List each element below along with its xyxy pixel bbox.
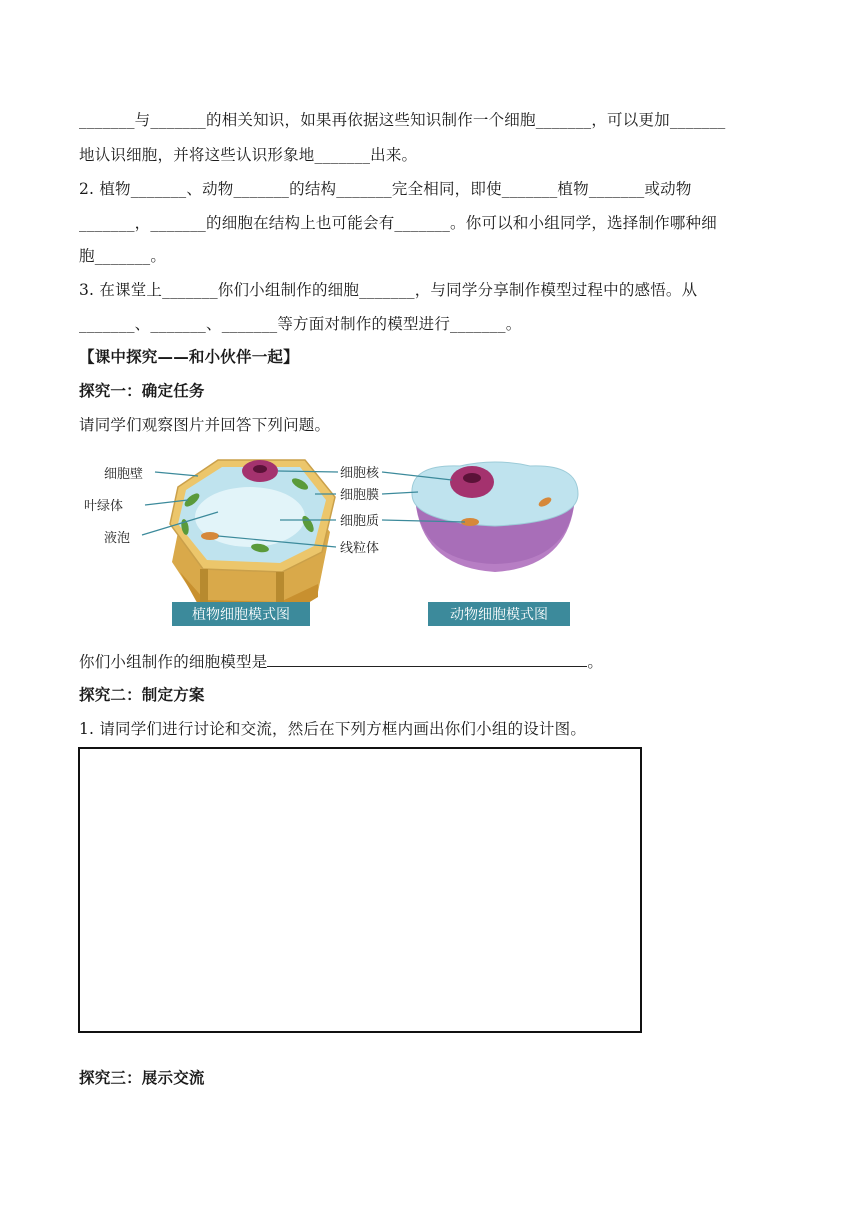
question-2-line-3: 胞_______。 (79, 247, 167, 265)
cell-model-figure (84, 452, 590, 632)
answer-line (79, 651, 603, 672)
inquiry-2-title: 探究二：制定方案 (79, 686, 205, 704)
label-vacuole: 液泡 (104, 531, 131, 546)
plant-cell-illustration (170, 460, 335, 620)
label-membrane: 细胞膜 (340, 488, 380, 503)
label-cell-wall: 细胞壁 (104, 467, 144, 482)
text-line-1: _______与_______的相关知识，如果再依据这些知识制作一个细胞_______，可以更加_______ (79, 111, 726, 129)
answer-suffix: 。 (587, 653, 604, 671)
section-heading: 【课中探究——和小伙伴一起】 (79, 348, 299, 366)
animal-caption: 动物细胞模式图 (450, 607, 548, 623)
answer-prefix: 你们小组制作的细胞模型是 (79, 653, 268, 671)
question-2-line-2: _______，_______的细胞在结构上也可能会有_______。你可以和小组同学，选择制作哪种细 (79, 214, 717, 232)
inquiry-3-title: 探究三：展示交流 (79, 1069, 205, 1087)
plant-caption: 植物细胞模式图 (192, 607, 290, 623)
label-chloroplast: 叶绿体 (84, 499, 124, 514)
inquiry-2-instruction: 1. 请同学们进行讨论和交流，然后在下列方框内画出你们小组的设计图。 (79, 720, 587, 738)
inquiry-1-title: 探究一：确定任务 (79, 382, 205, 400)
design-drawing-box[interactable] (78, 747, 642, 1033)
question-3-line-2: _______、_______、_______等方面对制作的模型进行_______。 (79, 315, 522, 333)
question-2-line-1: 2. 植物_______、动物_______的结构_______完全相同，即使_______植物_______或动物 (79, 180, 692, 198)
answer-blank[interactable] (267, 651, 587, 667)
label-cytoplasm: 细胞质 (340, 514, 380, 529)
question-3-line-1: 3. 在课堂上_______你们小组制作的细胞_______，与同学分享制作模型过程中的感悟。从 (79, 281, 698, 299)
inquiry-1-instruction: 请同学们观察图片并回答下列问题。 (79, 416, 331, 434)
label-nucleus: 细胞核 (340, 466, 380, 481)
text-line-2: 地认识细胞，并将这些认识形象地_______出来。 (79, 146, 418, 164)
label-mitochondria: 线粒体 (340, 541, 380, 556)
